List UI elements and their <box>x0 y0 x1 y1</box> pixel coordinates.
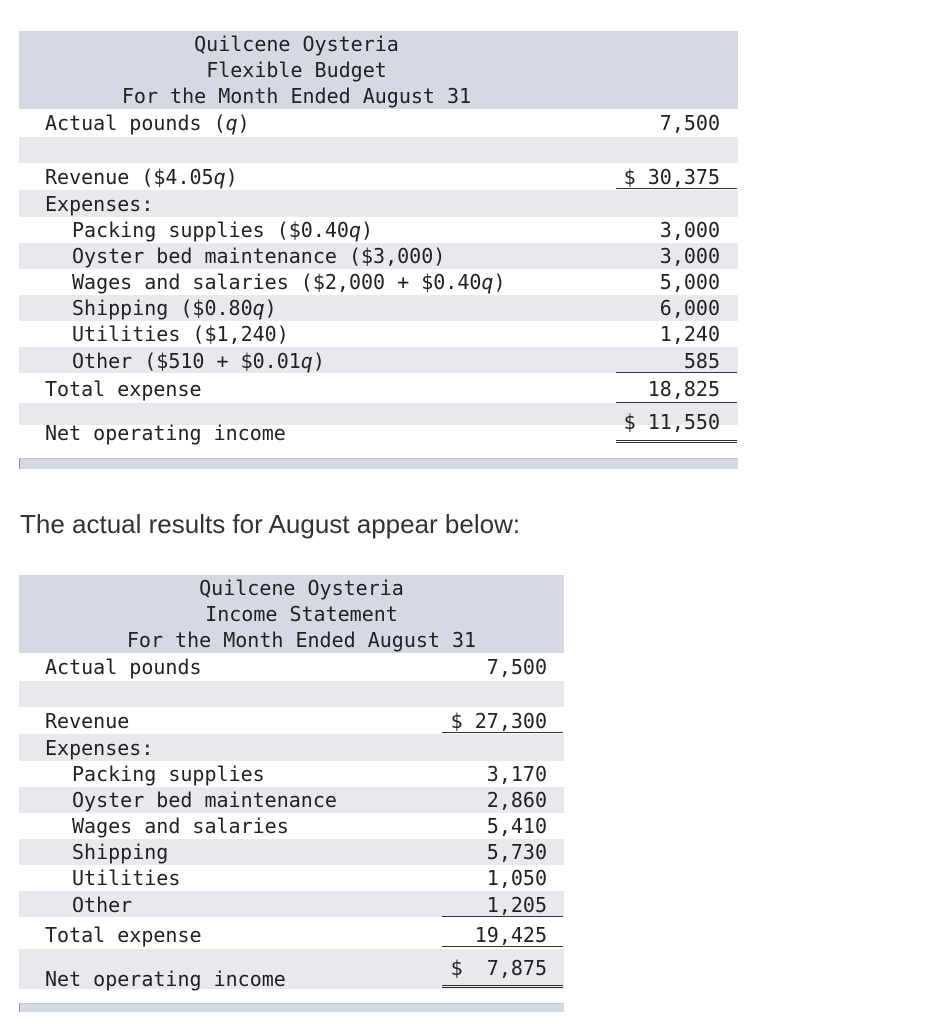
expense-value: 5,000 <box>659 270 720 294</box>
total-expense-label: Total expense <box>45 923 202 947</box>
expense-label: Other <box>72 893 133 917</box>
revenue-row <box>19 164 738 190</box>
expense-label: Wages and salaries ($2,000 + $0.40q) <box>72 270 506 294</box>
actual-pounds-row <box>19 110 738 136</box>
flexible-budget-table <box>19 31 738 471</box>
actual-pounds-label: Actual pounds <box>45 655 202 679</box>
total-expense-row <box>19 376 738 402</box>
net-income-double-underline <box>616 436 737 443</box>
expense-label: Oyster bed maintenance <box>72 788 337 812</box>
expense-value: 1,205 <box>486 893 547 917</box>
income-statement-company: Quilcene Oysteria <box>199 576 404 600</box>
total-expense-underline <box>616 402 737 403</box>
expense-row <box>19 813 564 839</box>
expenses-heading-row <box>19 191 738 217</box>
expense-row <box>19 269 738 295</box>
actual-pounds-value: 7,500 <box>659 111 720 135</box>
expenses-underline <box>442 916 563 917</box>
expense-row <box>19 865 564 891</box>
actual-pounds-row <box>19 654 564 680</box>
flexible-budget-title: Flexible Budget <box>206 58 387 82</box>
income-statement-table <box>19 575 564 1011</box>
expense-row <box>19 892 564 918</box>
expense-value: 1,050 <box>486 866 547 890</box>
actual-pounds-value: 7,500 <box>486 655 547 679</box>
net-income-value: $ 11,550 <box>623 410 720 434</box>
expense-value: 585 <box>683 349 720 373</box>
expense-row <box>19 295 738 321</box>
revenue-row <box>19 708 564 734</box>
expense-value: 3,170 <box>486 762 547 786</box>
income-statement-title: Income Statement <box>205 602 398 626</box>
expense-label: Utilities ($1,240) <box>72 322 289 346</box>
expense-label: Other ($510 + $0.01q) <box>72 349 325 373</box>
table-bottom-bar <box>19 1003 564 1012</box>
flexible-budget-period: For the Month Ended August 31 <box>121 84 472 108</box>
revenue-label: Revenue <box>45 709 130 733</box>
expense-row <box>19 348 738 374</box>
income-statement-period: For the Month Ended August 31 <box>126 628 477 652</box>
net-income-label: Net operating income <box>45 421 286 445</box>
actual-pounds-label: Actual pounds (q) <box>45 111 250 135</box>
expense-value: 3,000 <box>659 244 720 268</box>
revenue-underline <box>442 732 563 733</box>
expense-label: Wages and salaries <box>72 814 289 838</box>
revenue-label: Revenue ($4.05q) <box>45 165 238 189</box>
net-income-label: Net operating income <box>45 967 286 991</box>
revenue-value: $ 30,375 <box>623 165 720 189</box>
total-expense-label: Total expense <box>45 377 202 401</box>
revenue-underline <box>616 188 737 189</box>
expense-value: 5,410 <box>486 814 547 838</box>
expense-row <box>19 243 738 269</box>
intro-text: The actual results for August appear below: <box>20 509 521 539</box>
expense-label: Shipping <box>72 840 169 864</box>
expense-row <box>19 761 564 787</box>
expense-row <box>19 787 564 813</box>
expense-label: Packing supplies ($0.40q) <box>72 218 374 242</box>
expense-row <box>19 321 738 347</box>
expense-value: 2,860 <box>486 788 547 812</box>
total-expense-value: 19,425 <box>474 923 547 947</box>
total-expense-row <box>19 922 564 948</box>
total-expense-underline <box>442 946 563 947</box>
expense-row <box>19 839 564 865</box>
total-expense-value: 18,825 <box>647 377 720 401</box>
table-bottom-bar <box>19 458 738 469</box>
expense-value: 3,000 <box>659 218 720 242</box>
expenses-underline <box>616 372 737 373</box>
expenses-heading: Expenses: <box>45 736 154 760</box>
expense-label: Oyster bed maintenance ($3,000) <box>72 244 446 268</box>
expenses-heading: Expenses: <box>45 192 154 216</box>
net-income-row <box>19 966 564 992</box>
expense-label: Utilities <box>72 866 181 890</box>
expense-row <box>19 217 738 243</box>
net-income-double-underline <box>442 981 563 988</box>
revenue-value: $ 27,300 <box>450 709 547 733</box>
expenses-heading-row <box>19 735 564 761</box>
expense-value: 1,240 <box>659 322 720 346</box>
expense-value: 6,000 <box>659 296 720 320</box>
expense-label: Shipping ($0.80q) <box>72 296 277 320</box>
expense-label: Packing supplies <box>72 762 265 786</box>
net-income-value: $ 7,875 <box>450 956 547 980</box>
flexible-budget-company: Quilcene Oysteria <box>194 32 399 56</box>
expense-value: 5,730 <box>486 840 547 864</box>
